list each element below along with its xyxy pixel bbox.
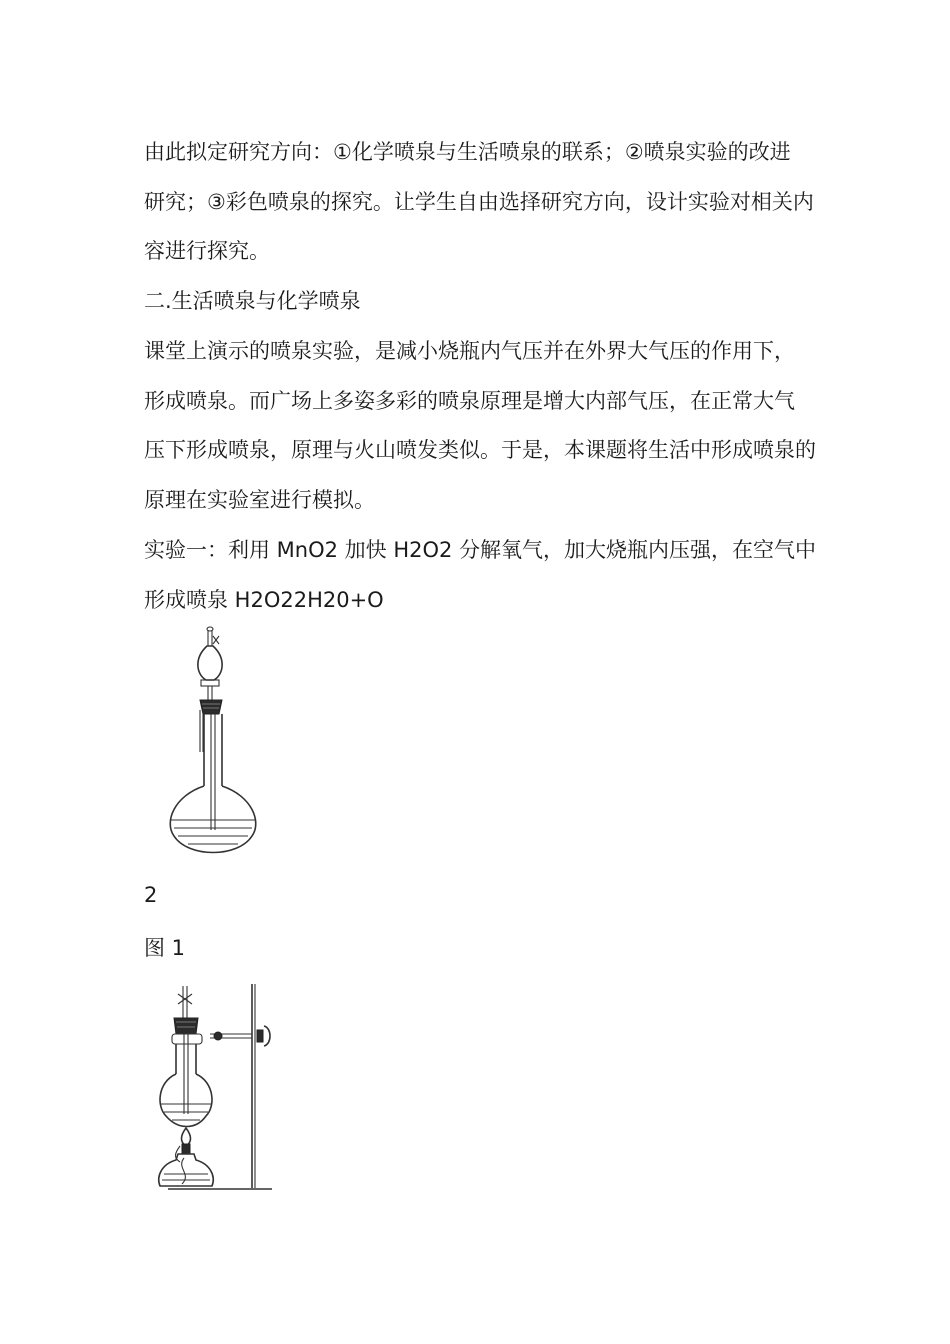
flask-stand-lamp-drawing: [156, 982, 278, 1196]
experiment-line-2: 形成喷泉 H2O22H20+O: [144, 588, 384, 612]
flask-funnel-drawing: [160, 622, 270, 860]
flask-stand-lamp-diagram: [156, 982, 278, 1200]
paragraph-line-8: 原理在实验室进行模拟。: [144, 488, 375, 512]
paragraph-line-5: 课堂上演示的喷泉实验，是减小烧瓶内气压并在外界大气压的作用下，: [144, 339, 795, 363]
figure-number-text: 2: [144, 883, 158, 907]
figure1-caption: 图 1: [144, 936, 186, 960]
paragraph-line-2: 研究；③彩色喷泉的探究。让学生自由选择研究方向，设计实验对相关内: [144, 190, 814, 214]
paragraph-line-7: 压下形成喷泉，原理与火山喷发类似。于是，本课题将生活中形成喷泉的: [144, 438, 816, 462]
section-heading: 二.生活喷泉与化学喷泉: [144, 289, 361, 313]
experiment-line-1: 实验一：利用 MnO2 加快 H2O2 分解氧气，加大烧瓶内压强，在空气中: [144, 538, 817, 562]
paragraph-line-3: 容进行探究。: [144, 239, 270, 263]
paragraph-line-1: 由此拟定研究方向：①化学喷泉与生活喷泉的联系；②喷泉实验的改进: [144, 140, 791, 164]
paragraph-line-6: 形成喷泉。而广场上多姿多彩的喷泉原理是增大内部气压，在正常大气: [144, 389, 795, 413]
flask-funnel-diagram: [160, 622, 270, 864]
